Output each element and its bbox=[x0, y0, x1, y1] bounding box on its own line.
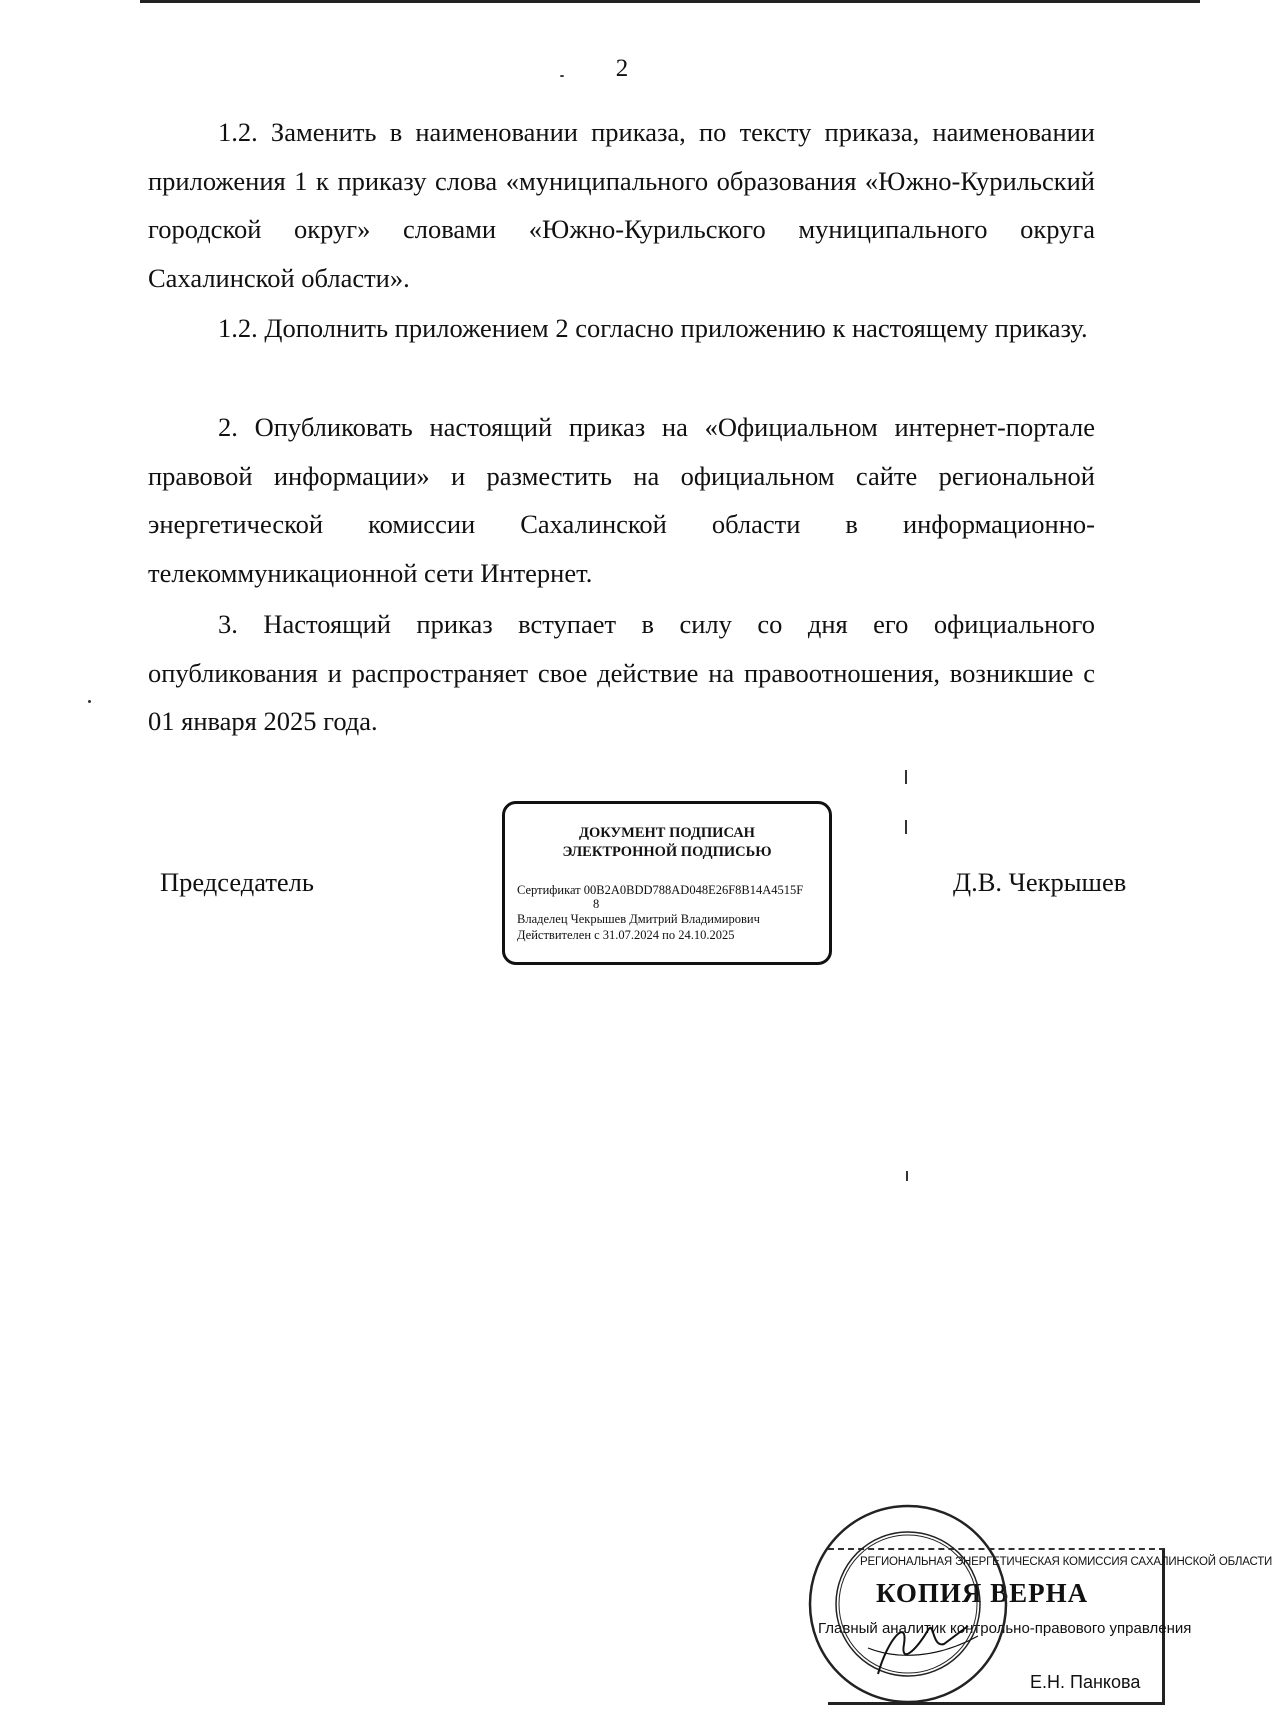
esig-validity: Действителен с 31.07.2024 по 24.10.2025 bbox=[517, 928, 735, 942]
esig-title-line-2: ЭЛЕКТРОННОЙ ПОДПИСЬЮ bbox=[562, 844, 772, 860]
stamp-heading: КОПИЯ ВЕРНА bbox=[876, 1578, 1089, 1608]
round-seal bbox=[808, 1498, 1018, 1710]
clause-1-2-replace: 1.2. Заменить в наименовании приказа, по тексту приказа, наименовании приложения 1 к приказу слова «муниципального образования «Южно-Курильский городской округ» словами «Южно-Курильского муниципального округа Сахалинской области». bbox=[148, 117, 1095, 293]
certified-copy-stamp bbox=[808, 1498, 1272, 1710]
scan-speck bbox=[560, 75, 564, 77]
scan-top-border bbox=[140, 0, 1200, 3]
stamp-organization: РЕГИОНАЛЬНАЯ ЭНЕРГЕТИЧЕСКАЯ КОМИССИЯ САХАЛИНСКОЙ ОБЛАСТИ bbox=[860, 1556, 1272, 1568]
clause-2-publish: 2. Опубликовать настоящий приказ на «Официальном интернет-портале правовой информации» и разместить на официальном сайте региональной энергетической комиссии Сахалинской области в информационно-телекоммуникационной сети Интернет. bbox=[148, 412, 1095, 588]
esig-certificate-tail: 8 bbox=[593, 897, 600, 911]
stamp-position: Главный аналитик контрольно-правового управления bbox=[818, 1620, 1192, 1637]
signatory-name: Д.В. Чекрышев bbox=[953, 867, 1127, 897]
scan-speck bbox=[88, 700, 91, 703]
signatory-position: Председатель bbox=[160, 867, 314, 897]
esig-certificate: Сертификат 00B2A0BDD788AD048E26F8B14A4515F bbox=[517, 883, 804, 897]
page-number: 2 bbox=[615, 55, 629, 82]
scan-speck bbox=[905, 820, 907, 834]
electronic-signature-box bbox=[502, 801, 832, 965]
stamp-name: Е.Н. Панкова bbox=[1030, 1672, 1141, 1692]
scan-speck bbox=[905, 770, 907, 784]
esig-title-line-1: ДОКУМЕНТ ПОДПИСАН bbox=[579, 825, 755, 841]
scan-speck bbox=[906, 1171, 908, 1181]
clause-3-effective-date: 3. Настоящий приказ вступает в силу со дня его официального опубликования и распространяет свое действие на правоотношения, возникшие с 01 января 2025 года. bbox=[148, 609, 1095, 736]
clause-1-2-supplement: 1.2. Дополнить приложением 2 согласно приложению к настоящему приказу. bbox=[218, 313, 1088, 343]
esig-owner: Владелец Чекрышев Дмитрий Владимирович bbox=[517, 912, 760, 926]
